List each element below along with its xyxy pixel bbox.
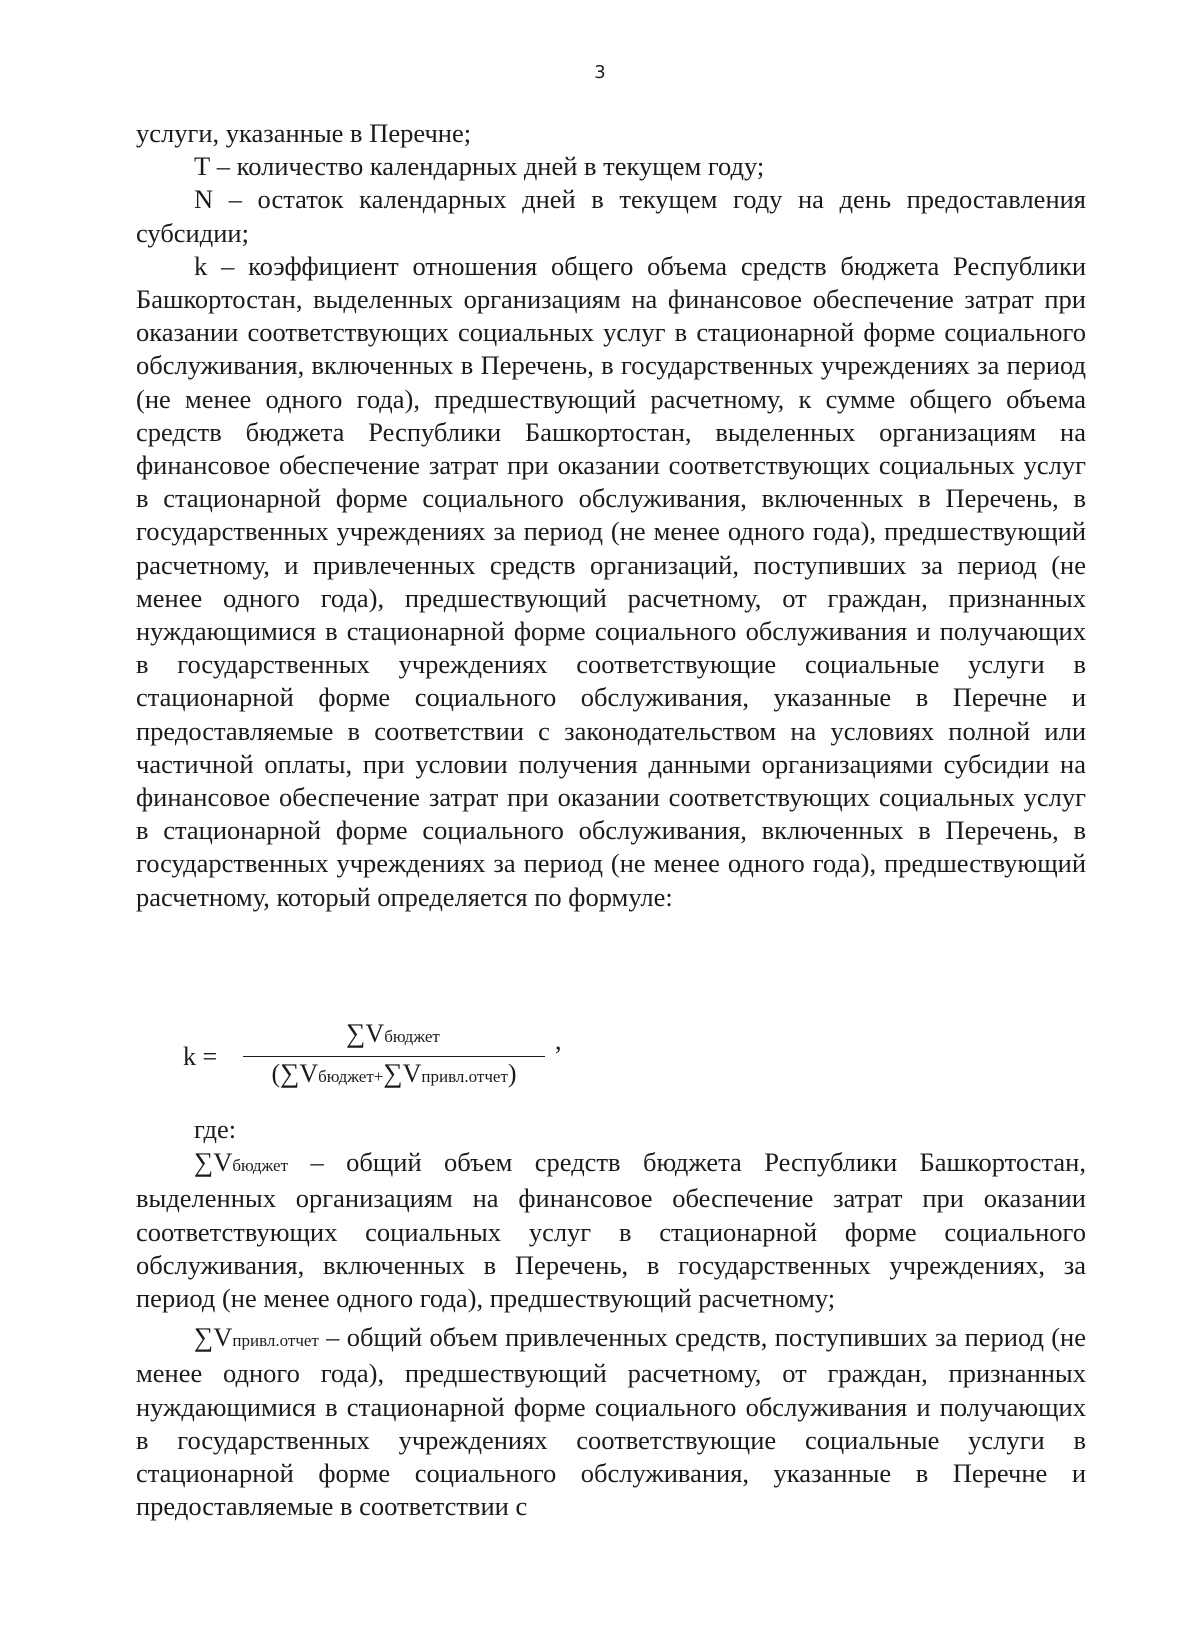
main-text-block	[136, 117, 1086, 914]
paragraph-continuation: услуги, указанные в Перечне;	[136, 118, 472, 148]
definitions-block	[136, 1113, 1086, 1523]
fraction-line	[243, 1056, 545, 1057]
formula-var: V	[365, 1019, 385, 1048]
definition-var: V	[213, 1147, 233, 1178]
formula-denominator	[243, 1058, 545, 1089]
formula-var: V	[299, 1059, 319, 1088]
formula-lhs: k =	[183, 1042, 218, 1071]
close-paren: )	[507, 1059, 517, 1088]
paragraph-n-definition: N – остаток календарных дней в текущем году на день предоставления субсидии;	[136, 184, 1086, 248]
formula-sub-attracted: привл.отчет	[421, 1067, 508, 1086]
definition-text: – общий объем средств бюджета Республики Башкортостан, выделенных организациям на финансовое обеспечение затрат при оказании соответствующих социальных услуг в стационарной форме социального обслуживания, включенных в Перечень, в государственных учреждениях, за период (не менее одного года), предшествующий расчетному;	[136, 1147, 1086, 1314]
plus-sign: +	[373, 1067, 384, 1086]
paragraph-k-definition: k – коэффициент отношения общего объема средств бюджета Республики Башкортостан, выделенных организациям на финансовое обеспечение затрат при оказании соответствующих социальных услуг в стационарной форме социального обслуживания, включенных в Перечень, в государственных учреждениях за период (не менее одного года), предшествующий расчетному, к сумме общего объема средств бюджета Республики Башкортостан, выделенных организациям на финансовое обеспечение затрат при оказании соответствующих социальных услуг в стационарной форме социального обслуживания, включенных в Перечень, в государственных учреждениях за период (не менее одного года), предшествующий расчетному, и привлеченных средств организаций, поступивших за период (не менее одного года), предшествующий расчетному, от граждан, признанных нуждающимися в стационарной форме социального обслуживания и получающих в государственных учреждениях соответствующие социальные услуги в стационарной форме социального обслуживания, указанные в Перечне и предоставляемые в соответствии с законодательством на условиях полной или частичной оплаты, при условии получения данными организациями субсидии на финансовое обеспечение затрат при оказании соответствующих социальных услуг в стационарной форме социального обслуживания, включенных в Перечень, в государственных учреждениях за период (не менее одного года), предшествующий расчетному, который определяется по формуле:	[136, 250, 1086, 912]
sum-symbol: ∑	[194, 1322, 214, 1353]
k-formula	[183, 1018, 603, 1098]
formula-comma: ,	[555, 1026, 562, 1055]
definition-sub: привл.отчет	[232, 1331, 319, 1351]
sum-symbol: ∑	[280, 1058, 300, 1088]
page-number: 3	[594, 62, 606, 83]
definition-text: – общий объем привлеченных средств, поступивших за период (не менее одного года), предшествующий расчетному, от граждан, признанных нуждающимися в стационарной форме социального обслуживания и получающих в государственных учреждениях соответствующие социальные услуги в стационарной форме социального обслуживания, указанные в Перечне и предоставляемые в соответствии с	[136, 1322, 1086, 1522]
sum-symbol: ∑	[346, 1018, 366, 1048]
definition-v-budget	[136, 1146, 1086, 1315]
sum-symbol: ∑	[383, 1058, 403, 1088]
definition-var: V	[213, 1322, 233, 1353]
where-label: где:	[194, 1114, 237, 1144]
sum-symbol: ∑	[194, 1147, 214, 1178]
formula-numerator	[243, 1018, 543, 1049]
formula-sub-budget: бюджет	[318, 1067, 374, 1086]
formula-sub-budget: бюджет	[384, 1027, 440, 1046]
open-paren: (	[271, 1059, 281, 1088]
definition-sub: бюджет	[232, 1156, 289, 1176]
definition-v-attracted	[136, 1321, 1086, 1523]
paragraph-t-definition: Т – количество календарных дней в текущем году;	[194, 151, 765, 182]
formula-var: V	[402, 1059, 422, 1088]
